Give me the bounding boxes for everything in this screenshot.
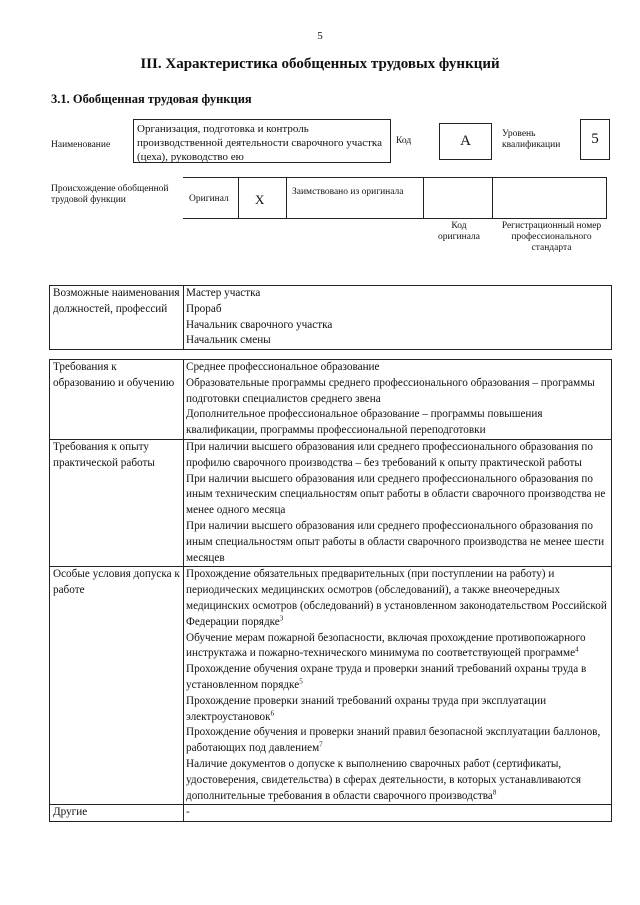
list-item: Образовательные программы среднего профессионального образования – программы подготовки специалистов среднего звена [186,376,595,405]
origin-row [183,177,607,219]
list-item: Начальник сварочного участка [186,318,333,331]
footnote-ref: 3 [279,614,284,623]
positions-label: Возможные наименования должностей, профессий [50,286,184,350]
item-text: Прохождение проверки знаний требований охраны труда при эксплуатации электроустановок [186,694,547,723]
origin-label: Происхождение обобщенной трудовой функции [51,184,169,205]
origin-divider [606,178,607,218]
list-item: При наличии высшего образования или среднего профессионального образования по профилю сварочного производства – без требований к опыту практической работы [186,440,593,469]
list-item: При наличии высшего образования или среднего профессионального образования по иным техническим специальностям опыт работы в области сварочного производства не менее одного месяца [186,472,606,517]
code-value: А [460,133,471,149]
origin-divider [423,178,424,218]
origin-bottom-line [183,218,607,219]
origin-divider [238,178,239,218]
name-value-box [133,119,391,163]
list-item: Мастер участка [186,287,261,299]
list-item [186,694,609,726]
table-row [50,567,612,805]
footnote-ref: 8 [492,787,497,796]
education-label: Требования к образованию и обучению [50,360,184,440]
level-label: Уровень квалификации [502,129,561,150]
original-mark: X [255,192,265,207]
borrowed-label: Заимствовано из оригинала [292,187,404,197]
item-text: Прохождение обучения и проверки знаний правил безопасной эксплуатации баллонов, работающих под давлением [186,726,601,755]
list-item: Среднее профессиональное образование [186,361,380,373]
name-label: Наименование [51,140,111,150]
item-text: Наличие документов о допуске к выполнению сварочных работ (сертификаты, удостоверения, свидетельства) в сферах деятельности, в которых устанавливаются дополнительные требования в области сварочного производства [186,757,581,802]
other-label: Другие [50,805,184,822]
code-original-caption: Код оригинала [438,221,480,242]
list-item: Начальник смены [186,334,271,347]
level-value-box [580,119,610,160]
list-item: Дополнительное профессиональное образование – программы повышения квалификации, программы профессиональной переподготовки [186,408,543,437]
footnote-ref: 4 [575,645,579,654]
requirements-table [49,359,612,822]
item-text: Прохождение обязательных предварительных (при поступлении на работу) и периодических медицинских осмотров (обследований), а также внеочередных медицинских осмотров (обследований) в установленном законодательством Российской Федерации порядке [186,568,607,628]
list-item [186,757,609,804]
item-text: Прохождение обучения охране труда и проверки знаний требований охраны труда в установленном порядке [186,663,587,691]
special-conditions-label: Особые условия допуска к работе [50,567,184,805]
table-row [50,360,612,440]
list-item [186,725,609,757]
experience-list [184,439,612,566]
code-label: Код [396,136,412,146]
origin-divider [492,178,493,218]
reg-number-caption: Регистрационный номер профессионального стандарта [501,221,602,253]
list-item: Прораб [186,302,222,315]
code-value-box [439,123,492,160]
name-value: Организация, подготовка и контроль производственной деятельности сварочного участка (цеха), руководство ею [137,123,382,163]
positions-table [49,285,612,350]
other-list [184,805,612,822]
education-list [184,360,612,440]
list-item: При наличии высшего образования или среднего профессионального образования по иным специальностям опыт работы в области сварочного производства не менее шести месяцев [186,519,605,564]
table-row [50,439,612,566]
section-title: III. Характеристика обобщенных трудовых функций [140,56,500,72]
special-conditions-list [184,567,612,805]
positions-list [184,286,612,350]
item-text: Обучение мерам пожарной безопасности, включая прохождение противопожарного инструктажа и пожарно-технического минимума по соответствующей программе [186,631,586,660]
list-item [186,631,609,663]
list-item [186,662,609,694]
footnote-ref: 5 [299,677,303,686]
subsection-title: 3.1. Обобщенная трудовая функция [51,92,252,106]
table-row [50,286,612,350]
list-item [186,567,609,630]
footnote-ref: 7 [319,740,323,749]
level-value: 5 [591,131,599,147]
list-item: - [186,806,190,819]
page-number: 5 [317,30,323,42]
footnote-ref: 6 [270,708,275,717]
original-label: Оригинал [189,194,229,204]
experience-label: Требования к опыту практической работы [50,439,184,566]
origin-divider [286,178,287,218]
table-row [50,805,612,822]
